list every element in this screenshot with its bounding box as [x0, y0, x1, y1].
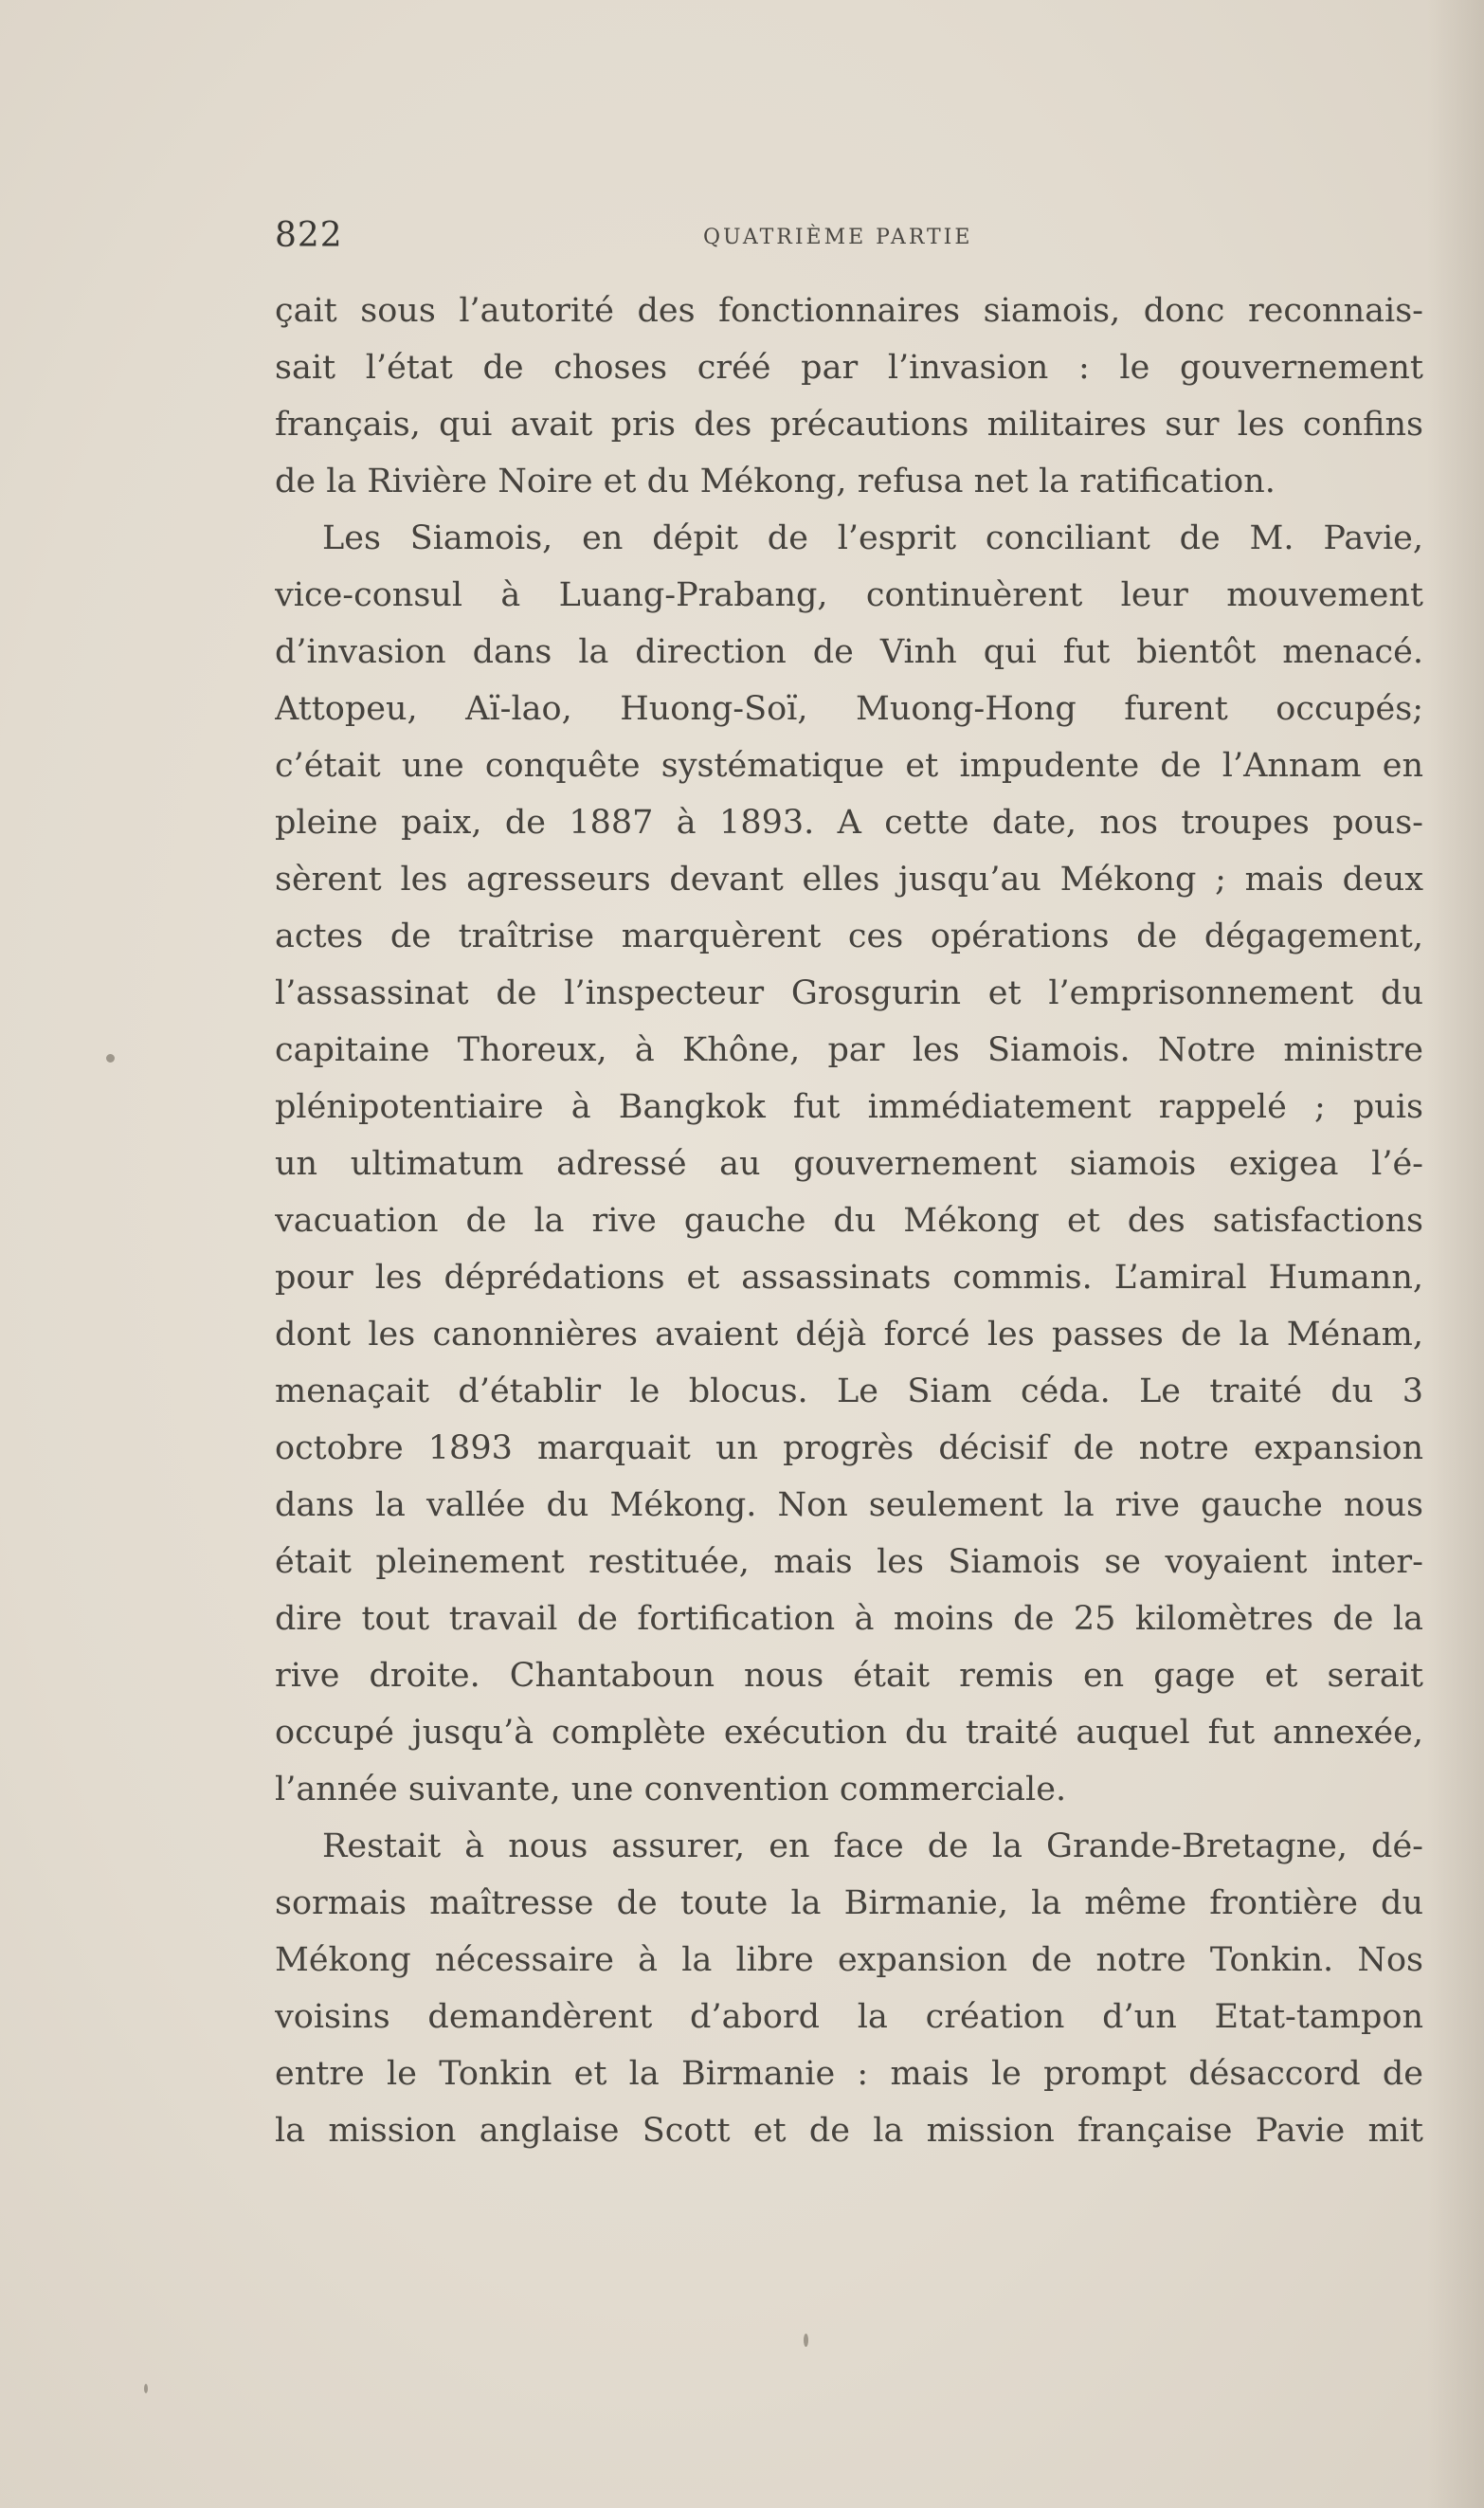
text-line: vice-consul à Luang-Prabang, continuèrent leur mouvement [275, 576, 1423, 614]
paragraph-start-line: Les Siamois, en dépit de l’esprit conciliant de M. Pavie, [322, 519, 1423, 557]
text-line: Mékong nécessaire à la libre expansion de notre Tonkin. Nos [275, 1941, 1423, 1979]
text-line: sormais maîtresse de toute la Birmanie, la même frontière du [275, 1884, 1423, 1922]
text-line: Attopeu, Aï-lao, Huong-Soï, Muong-Hong furent occupés; [275, 690, 1423, 728]
paper-speck [144, 2384, 148, 2393]
text-line: français, qui avait pris des précautions militaires sur les confins [275, 406, 1423, 444]
text-line: la mission anglaise Scott et de la mission française Pavie mit [275, 2112, 1423, 2150]
text-line: pour les déprédations et assassinats commis. L’amiral Humann, [275, 1259, 1423, 1297]
text-line: d’invasion dans la direction de Vinh qui fut bientôt menacé. [275, 633, 1423, 671]
running-head: QUATRIÈME PARTIE [703, 226, 973, 249]
text-line: octobre 1893 marquait un progrès décisif de notre expansion [275, 1429, 1423, 1467]
page-number: 822 [275, 216, 343, 255]
text-line: sait l’état de choses créé par l’invasion : le gouvernement [275, 349, 1423, 387]
text-line: vacuation de la rive gauche du Mékong et des satisfactions [275, 1202, 1423, 1240]
text-line: pleine paix, de 1887 à 1893. A cette date, nos troupes pous- [275, 804, 1423, 842]
text-line: l’année suivante, une convention commerciale. [275, 1771, 1067, 1808]
body-text [275, 282, 1423, 2159]
text-line: de la Rivière Noire et du Mékong, refusa net la ratification. [275, 463, 1276, 500]
text-line: était pleinement restituée, mais les Siamois se voyaient inter- [275, 1543, 1423, 1581]
text-line: plénipotentiaire à Bangkok fut immédiatement rappelé ; puis [275, 1088, 1423, 1126]
text-line: menaçait d’établir le blocus. Le Siam céda. Le traité du 3 [275, 1372, 1423, 1410]
paragraph-start-line: Restait à nous assurer, en face de la Grande-Bretagne, dé- [322, 1827, 1423, 1865]
text-line: occupé jusqu’à complète exécution du traité auquel fut annexée, [275, 1714, 1423, 1752]
text-line: un ultimatum adressé au gouvernement siamois exigea l’é- [275, 1145, 1423, 1183]
paper-speck [804, 2334, 808, 2347]
paper-speck [106, 1054, 115, 1063]
text-line: çait sous l’autorité des fonctionnaires siamois, donc reconnais- [275, 292, 1423, 330]
text-line: dans la vallée du Mékong. Non seulement la rive gauche nous [275, 1486, 1423, 1524]
text-line: l’assassinat de l’inspecteur Grosgurin et l’emprisonnement du [275, 974, 1423, 1012]
text-line: voisins demandèrent d’abord la création d’un Etat-tampon [275, 1998, 1423, 2036]
text-line: capitaine Thoreux, à Khône, par les Siamois. Notre ministre [275, 1031, 1423, 1069]
text-line: entre le Tonkin et la Birmanie : mais le prompt désaccord de [275, 2055, 1423, 2093]
page-header [275, 216, 1421, 264]
text-line: sèrent les agresseurs devant elles jusqu’au Mékong ; mais deux [275, 861, 1423, 899]
text-line: c’était une conquête systématique et impudente de l’Annam en [275, 747, 1423, 785]
text-line: dont les canonnières avaient déjà forcé les passes de la Ménam, [275, 1316, 1423, 1354]
text-line: dire tout travail de fortification à moins de 25 kilomètres de la [275, 1600, 1423, 1638]
text-line: rive droite. Chantaboun nous était remis en gage et serait [275, 1657, 1423, 1695]
page-gutter-shadow [1427, 0, 1484, 2508]
text-line: actes de traîtrise marquèrent ces opérations de dégagement, [275, 918, 1423, 955]
